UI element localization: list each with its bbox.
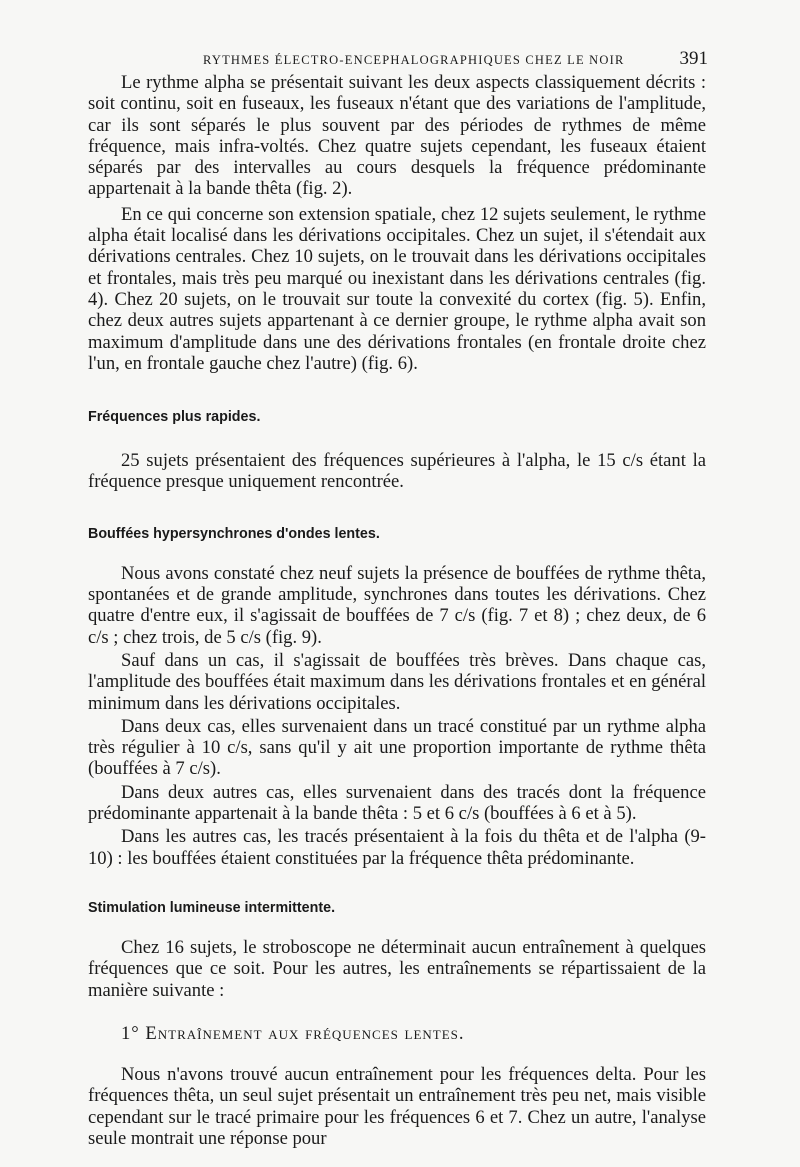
body-text bbox=[88, 72, 706, 1149]
paragraph: En ce qui concerne son extension spatiale, chez 12 sujets seulement, le rythme alpha était localisé dans les dérivations occipitales. Chez un sujet, il s'étendait aux dérivations centrales. Chez 10 sujets, on le trouvait dans les dérivations occipitales et frontales, mais très peu marqué ou inexistant dans les dérivations centrales (fig. 4). Chez 20 sujets, on le trouvait sur toute la convexité du cortex (fig. 5). Enfin, chez deux autres sujets appartenant à ce dernier groupe, le rythme alpha avait son maximum d'amplitude dans une des dérivations frontales (en frontale droite chez l'un, en frontale gauche chez l'autre) (fig. 6). bbox=[88, 203, 706, 374]
page-number: 391 bbox=[679, 48, 708, 69]
running-head bbox=[88, 48, 708, 70]
paragraph: 25 sujets présentaient des fréquences supérieures à l'alpha, le 15 c/s étant la fréquence presque uniquement rencontrée. bbox=[88, 450, 706, 493]
paragraph: Sauf dans un cas, il s'agissait de bouffées très brèves. Dans chaque cas, l'amplitude des bouffées était maximum dans les dérivations frontales et en général minimum dans les dérivations occipitales. bbox=[88, 649, 706, 714]
section-heading: Bouffées hypersynchrones d'ondes lentes. bbox=[88, 525, 380, 542]
paragraph: Nous avons constaté chez neuf sujets la présence de bouffées de rythme thêta, spontanées et de grande amplitude, synchrones dans toutes les dérivations. Chez quatre d'entre eux, il s'agissait de bouffées de 7 c/s (fig. 7 et 8) ; chez deux, de 6 c/s ; chez trois, de 5 c/s (fig. 9). bbox=[88, 562, 706, 648]
running-title: RYTHMES ÉLECTRO-ENCEPHALOGRAPHIQUES CHEZ LE NOIR bbox=[203, 53, 625, 67]
paragraph: Chez 16 sujets, le stroboscope ne déterminait aucun entraînement à quelques fréquences que ce soit. Pour les autres, les entraînements se répartissaient de la manière suivante : bbox=[88, 936, 706, 1001]
paragraph: Le rythme alpha se présentait suivant les deux aspects classiquement décrits : soit continu, soit en fuseaux, les fuseaux n'étant que des variations de l'amplitude, car ils sont séparés le plus souvent par des périodes de rythmes de même fréquence, mais infra-voltés. Chez quatre sujets cependant, les fuseaux étaient séparés par des intervalles au cours desquels la fréquence prédominante appartenait à la bande thêta (fig. 2). bbox=[88, 72, 706, 200]
paragraph: Dans deux autres cas, elles survenaient dans des tracés dont la fréquence prédominante appartenait à la bande thêta : 5 et 6 c/s (bouffées à 6 et à 5). bbox=[88, 781, 706, 825]
paragraph: Nous n'avons trouvé aucun entraînement pour les fréquences delta. Pour les fréquences thêta, un seul sujet présentait un entraînement très peu net, mais visible cependant sur le tracé primaire pour les fréquences 6 et 7. Chez un autre, l'analyse seule montrait une réponse pour bbox=[88, 1064, 706, 1149]
subsection-heading: 1° Entraînement aux fréquences lentes. bbox=[121, 1022, 465, 1044]
paragraph: Dans les autres cas, les tracés présentaient à la fois du thêta et de l'alpha (9-10) : les bouffées étaient constituées par la fréquence thêta prédominante. bbox=[88, 826, 706, 869]
section-heading: Stimulation lumineuse intermittente. bbox=[88, 899, 336, 916]
section-heading: Fréquences plus rapides. bbox=[88, 409, 261, 426]
paragraph: Dans deux cas, elles survenaient dans un tracé constitué par un rythme alpha très régulier à 10 c/s, sans qu'il y ait une proportion importante de rythme thêta (bouffées à 7 c/s). bbox=[88, 715, 706, 780]
